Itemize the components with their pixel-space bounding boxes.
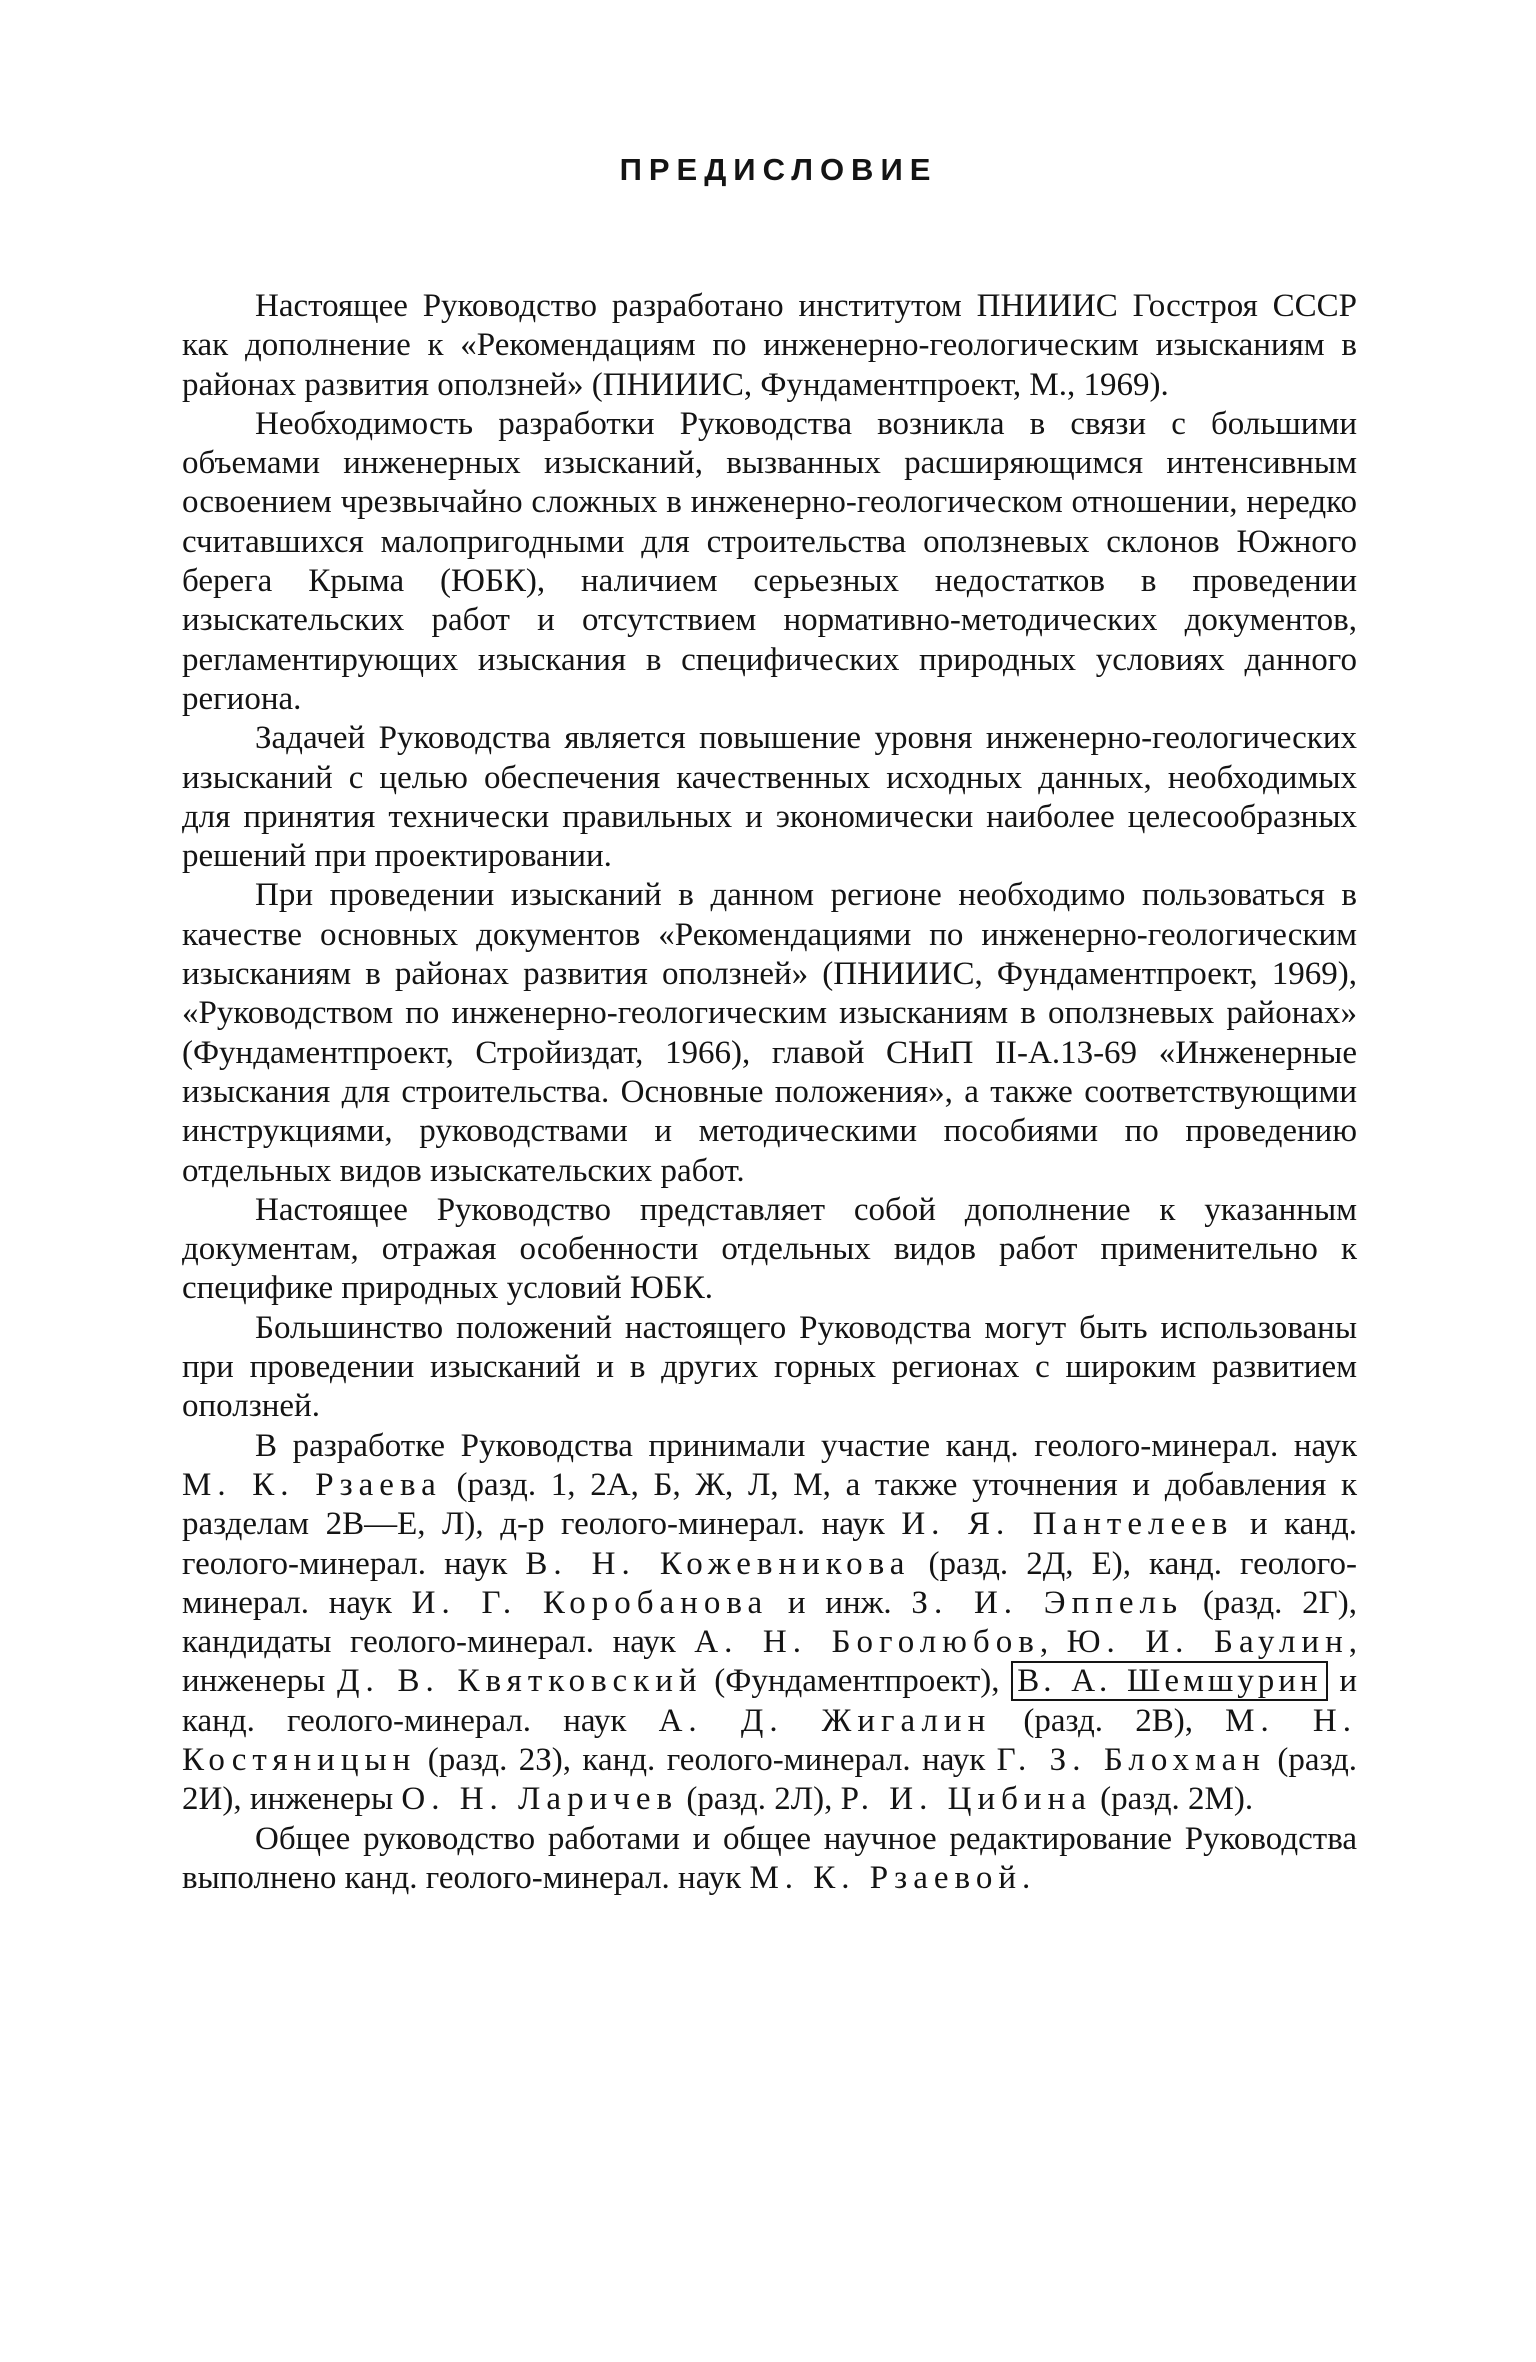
paragraph: Настоящее Руководство представляет собой дополнение к указанным документам, отражая особенности отдельных видов работ применительно к специфике природных условий ЮБК. — [182, 1191, 1357, 1307]
editor-name: М. К. Рзаевой — [749, 1859, 1023, 1896]
contributors-text: (разд. 2Г), кандидаты геолого-минерал. наук — [182, 1584, 1357, 1661]
document-page — [182, 150, 1357, 1898]
contributors-text: (разд. 1, 2А, Б, Ж, Л, М, а также уточнения и добавления к разделам 2В—Е, Л), д-р геолого-минерал. наук — [182, 1466, 1357, 1543]
contributors-text: и канд. геолого-минерал. наук — [182, 1663, 1357, 1739]
author-name: З. И. Эппель — [911, 1584, 1184, 1621]
paragraph: Необходимость разработки Руководства возникла в связи с большими объемами инженерных изысканий, вызванных расширяющимся интенсивным освоением чрезвычайно сложных в инженерно-геологическом отношении, нередко считавшихся малопригодными для строительства оползневых склонов Южного берега Крыма (ЮБК), наличием серьезных недостатков в проведении изыскательских работ и отсутствием нормативно-методических документов, регламентирующих изыскания в специфических природных условиях данного региона. — [182, 405, 1357, 717]
closing-text: Общее руководство работами и общее научное редактирование Руководства выполнено канд. геолого-минерал. наук — [182, 1820, 1357, 1896]
author-name: Ю. И. Баулин — [1066, 1624, 1349, 1661]
contributors-text: , инженеры — [182, 1624, 1358, 1700]
contributors-text: (разд. 2З), канд. геолого-минерал. наук — [416, 1741, 997, 1778]
author-name: А. Н. Боголюбов — [694, 1624, 1040, 1661]
paragraph: Задачей Руководства является повышение уровня инженерно-геологических изысканий с целью обеспечения качественных исходных данных, необходимых для принятия технически правильных и экономически наиболее целесообразных решений при проектировании. — [182, 720, 1357, 875]
contributors-text: (разд. 2М). — [1091, 1781, 1254, 1818]
contributors-text: (разд. 2Д, Е), канд. геолого-минерал. наук — [182, 1545, 1358, 1621]
author-name: О. Н. Ларичев — [401, 1781, 679, 1818]
contributors-text: (Фундаментпроект), — [702, 1663, 1012, 1700]
boxed-author-name: В. А. Шемшурин — [1011, 1661, 1327, 1701]
contributors-text: (разд. 2И), инженеры — [182, 1741, 1358, 1818]
author-name: В. Н. Кожевникова — [525, 1545, 911, 1582]
paragraph: При проведении изысканий в данном регионе необходимо пользоваться в качестве основных документов «Рекомендациями по инженерно-геологическим изысканиям в районах развития оползней» (ПНИИИС, Фундаментпроект, 1969), «Руководством по инженерно-геологическим изысканиям в оползневых районах» (Фундаментпроект, Стройиздат, 1966), главой СНиП II-А.13-69 «Инженерные изыскания для строительства. Основные положения», а также соответствующими инструкциями, руководствами и методическими пособиями по проведению отдельных видов изыскательских работ. — [182, 877, 1357, 1189]
author-name: Г. З. Блохман — [996, 1741, 1266, 1778]
author-name: Д. В. Квятковский — [337, 1663, 703, 1700]
author-name: М. Н. Костяницын — [182, 1702, 1357, 1778]
author-name: М. К. Рзаева — [182, 1466, 442, 1503]
closing-end: . — [1022, 1859, 1031, 1896]
author-name: И. Я. Пантелеев — [901, 1506, 1234, 1543]
closing-paragraph — [182, 1820, 1357, 1899]
page-title: ПРЕДИСЛОВИЕ — [619, 152, 938, 187]
contributors-text: В разработке Руководства принимали участие канд. геолого-минерал. наук — [255, 1427, 1357, 1464]
author-name: И. Г. Коробанова — [411, 1584, 769, 1621]
contributors-text: и канд. геолого-минерал. наук — [182, 1506, 1357, 1582]
contributors-text: (разд. 2Л), — [678, 1781, 841, 1818]
author-name: Р. И. Цибина — [840, 1781, 1092, 1818]
contributors-text: и инж. — [768, 1584, 912, 1621]
paragraph: Настоящее Руководство разработано институтом ПНИИИС Госстроя СССР как дополнение к «Рекомендациям по инженерно-геологическим изысканиям в районах развития оползней» (ПНИИИС, Фундаментпроект, М., 1969). — [182, 288, 1357, 403]
paragraph: Большинство положений настоящего Руководства могут быть использованы при проведении изысканий и в других горных регионах с широким развитием оползней. — [182, 1309, 1357, 1425]
contributors-paragraph — [182, 1427, 1357, 1820]
author-name: А. Д. Жигалин — [658, 1702, 992, 1739]
contributors-text: , — [1039, 1624, 1067, 1661]
contributors-text: (разд. 2В), — [991, 1702, 1226, 1739]
